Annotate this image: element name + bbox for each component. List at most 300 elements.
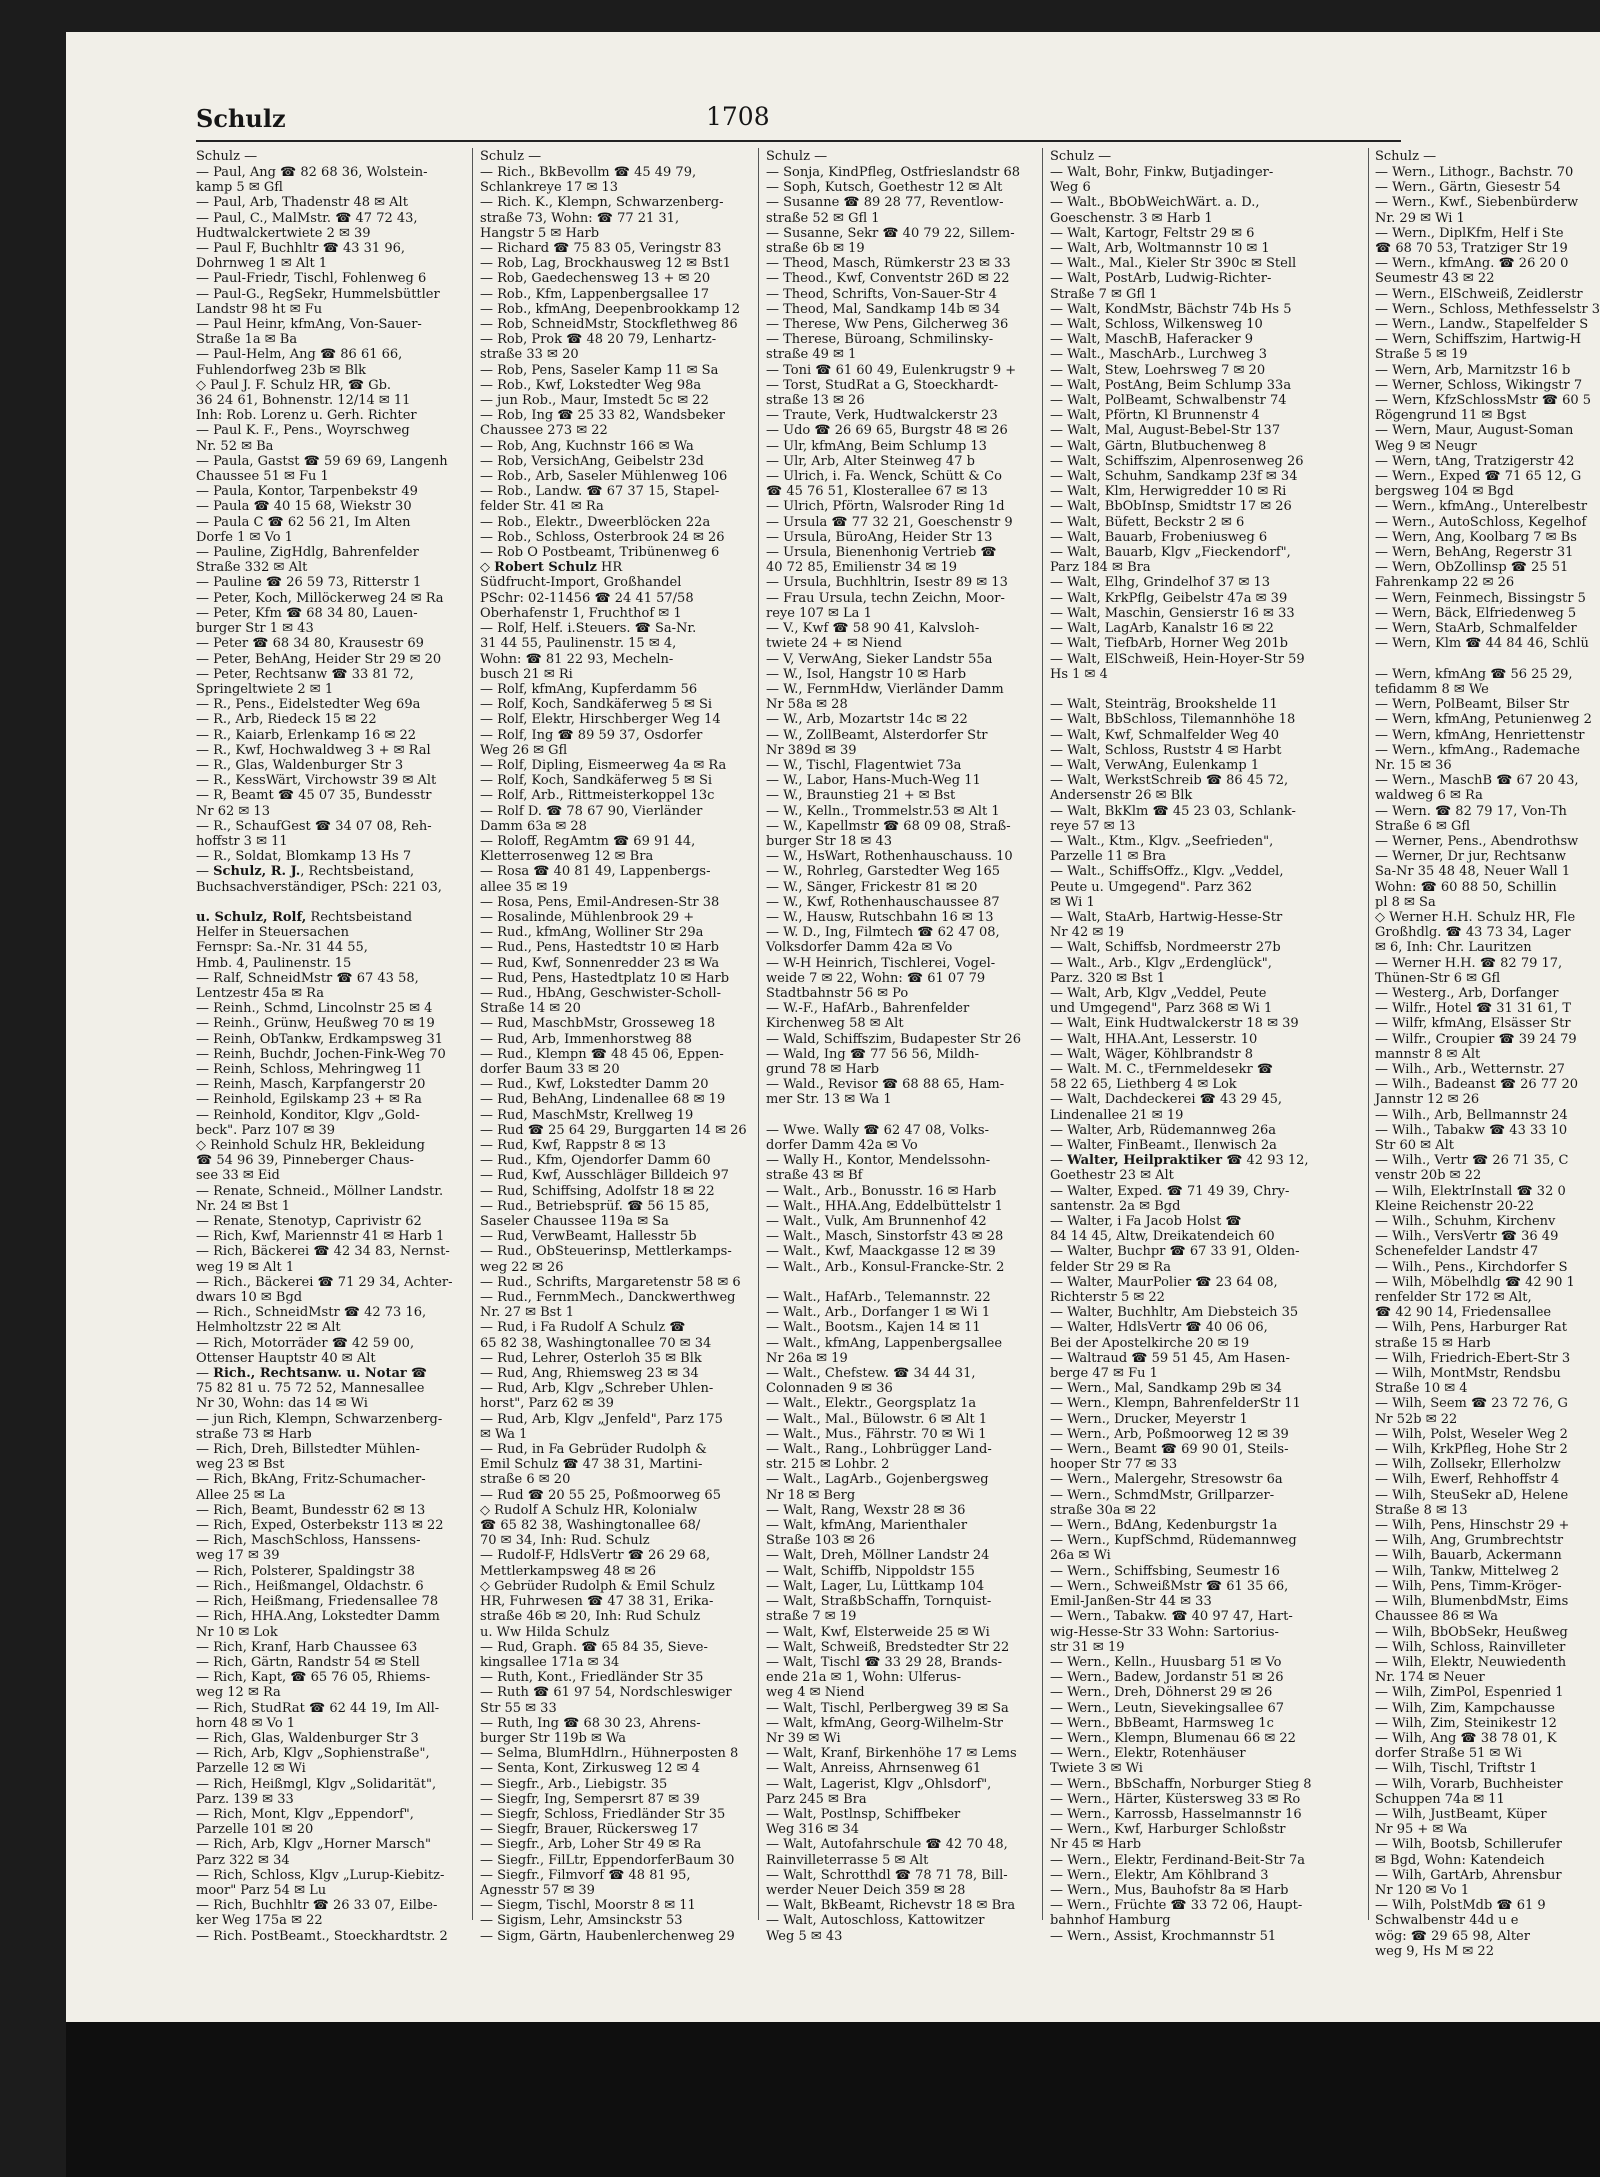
directory-entry: — Toni ☎ 61 60 49, Eulenkrugstr 9 +	[766, 362, 1017, 378]
directory-entry: — Walt, Maschin, Gensierstr 16 ✉ 33	[1050, 605, 1295, 621]
directory-entry: — Rich, Heißmang, Friedensallee 78	[196, 1594, 439, 1610]
directory-entry: — Wilh, Schloss, Rainvilleter	[1375, 1639, 1566, 1655]
directory-entry: Twiete 3 ✉ Wi	[1050, 1761, 1143, 1777]
directory-entry: — Wilh, Pens, Harburger Rat	[1375, 1320, 1568, 1336]
directory-entry: — Rud, Pens, Hastedtplatz 10 ✉ Harb	[480, 970, 730, 986]
directory-entry: Parz 322 ✉ 34	[196, 1852, 290, 1868]
directory-entry: kamp 5 ✉ Gfl	[196, 180, 283, 196]
directory-entry: — Theod., Kwf, Conventstr 26D ✉ 22	[766, 271, 1010, 287]
directory-entry: — Rob., Landw. ☎ 67 37 15, Stapel-	[480, 484, 720, 500]
column-heading: Schulz —	[196, 149, 258, 164]
directory-column-2	[480, 148, 755, 1944]
directory-entry: — Siegfr, Schloss, Friedländer Str 35	[480, 1806, 726, 1822]
directory-entry: — Rolf, Helf. i.Steuers. ☎ Sa-Nr.	[480, 621, 697, 637]
directory-entry: — W., Isol, Hangstr 10 ✉ Harb	[766, 666, 967, 682]
directory-entry: — Rich, Kwf, Mariennstr 41 ✉ Harb 1	[196, 1229, 445, 1245]
directory-entry: mannstr 8 ✉ Alt	[1375, 1046, 1481, 1062]
directory-entry: — Ulr, kfmAng, Beim Schlump 13	[766, 438, 987, 454]
directory-entry: — Wilh, Pens, Hinschstr 29 +	[1375, 1518, 1570, 1534]
directory-entry: — Wilh, Ang, Grumbrechtstr	[1375, 1533, 1564, 1549]
directory-entry: Weg 6	[1050, 180, 1091, 196]
directory-entry: — Rich., BkBevollm ☎ 45 49 79,	[480, 165, 697, 180]
directory-entry: 36 24 61, Bohnenstr. 12/14 ✉ 11	[196, 393, 411, 409]
directory-entry: — Wern., Dreh, Döhnerst 29 ✉ 26	[1050, 1685, 1273, 1701]
directory-entry: straße 46b ✉ 20, Inh: Rud Schulz	[480, 1609, 701, 1625]
directory-entry: — Rud, Graph. ☎ 65 84 35, Sieve-	[480, 1639, 708, 1655]
directory-entry: — Walt, PostAng, Beim Schlump 33a	[1050, 377, 1292, 393]
directory-entry: — Walt, Schweiß, Bredstedter Str 22	[766, 1639, 1010, 1655]
scan-background	[66, 2022, 1600, 2177]
directory-entry: — Wern., SchweißMstr ☎ 61 35 66,	[1050, 1578, 1289, 1594]
directory-entry: — Rolf, Ing ☎ 89 59 37, Osdorfer	[480, 727, 703, 743]
directory-entry: weide 7 ✉ 22, Wohn: ☎ 61 07 79	[766, 970, 986, 986]
directory-entry: Ottenser Hauptstr 40 ✉ Alt	[196, 1350, 376, 1366]
directory-entry: — Wern., Malergehr, Stresowstr 6a	[1050, 1472, 1283, 1488]
directory-entry: — Wilh, PolstMdb ☎ 61 9	[1375, 1898, 1546, 1914]
directory-entry: — Walt., Masch, Sinstorfstr 43 ✉ 28	[766, 1229, 1004, 1245]
directory-entry: — Walt, Kranf, Birkenhöhe 17 ✉ Lems	[766, 1746, 1017, 1762]
directory-entry: — R, Beamt ☎ 45 07 35, Bundesstr	[196, 788, 432, 804]
directory-entry: — Wern, Arb, Marnitzstr 16 b	[1375, 362, 1571, 378]
directory-entry: — Walt, Autoschloss, Kattowitzer	[766, 1913, 985, 1929]
directory-entry: ◇ Paul J. F. Schulz HR, ☎ Gb.	[196, 377, 392, 393]
directory-entry: — R., Soldat, Blomkamp 13 Hs 7	[196, 849, 412, 865]
column-divider	[758, 148, 759, 1920]
directory-entry: — Ruth, Ing ☎ 68 30 23, Ahrens-	[480, 1715, 701, 1731]
directory-entry: Parz. 139 ✉ 33	[196, 1791, 294, 1807]
directory-entry: horst", Parz 62 ✉ 39	[480, 1396, 614, 1412]
directory-entry: — Rud., Kfm, Ojendorfer Damm 60	[480, 1153, 711, 1169]
directory-entry: straße 73, Wohn: ☎ 77 21 31,	[480, 210, 680, 226]
directory-entry: — Walter, Buchpr ☎ 67 33 91, Olden-	[1050, 1244, 1300, 1260]
directory-entry: moor" Parz 54 ✉ Lu	[196, 1882, 327, 1898]
directory-entry: — Traute, Verk, Hudtwalckerstr 23	[766, 408, 998, 424]
directory-entry: — Rud, Arb, Immenhorstweg 88	[480, 1031, 693, 1047]
directory-entry: — Renate, Schneid., Möllner Landstr.	[196, 1183, 444, 1199]
directory-entry: — jun Rob., Maur, Imstedt 5c ✉ 22	[480, 393, 709, 409]
directory-entry: — V, VerwAng, Sieker Landstr 55a	[766, 651, 993, 667]
directory-entry: — Wald, Schiffszim, Budapester Str 26	[766, 1031, 1022, 1047]
directory-entry: — Rud, Kwf, Sonnenredder 23 ✉ Wa	[480, 955, 720, 971]
directory-entry: waldweg 6 ✉ Ra	[1375, 788, 1483, 804]
directory-entry: — Walt, Bauarb, Klgv „Fieckendorf",	[1050, 545, 1291, 561]
directory-entry: Peute u. Umgegend". Parz 362	[1050, 879, 1253, 895]
directory-entry: — Rolf, Elektr, Hirschberger Weg 14	[480, 712, 721, 728]
directory-entry: — Rob, Gaedechensweg 13 + ✉ 20	[480, 271, 711, 287]
directory-entry: — Wern., kfmAng., Rademache	[1375, 742, 1580, 758]
directory-column-4	[1050, 148, 1325, 1944]
directory-entry: hooper Str 77 ✉ 33	[1050, 1457, 1178, 1473]
directory-entry: 70 ✉ 34, Inh: Rud. Schulz	[480, 1533, 650, 1549]
directory-entry: burger Str 119b ✉ Wa	[480, 1730, 627, 1746]
directory-entry: Kirchenweg 58 ✉ Alt	[766, 1016, 904, 1032]
directory-entry: Fuhlendorfweg 23b ✉ Blk	[196, 362, 367, 378]
directory-entry: Straße 6 ✉ Gfl	[1375, 818, 1471, 834]
directory-entry: — Wilh, MontMstr, Rendsbu	[1375, 1366, 1561, 1382]
page-number: 1708	[706, 102, 770, 131]
directory-entry: — Walt., Arb., Bonusstr. 16 ✉ Harb	[766, 1183, 997, 1199]
directory-entry: — Rob, Pens, Saseler Kamp 11 ✉ Sa	[480, 362, 719, 378]
directory-entry: Agnesstr 57 ✉ 39	[480, 1882, 595, 1898]
directory-entry: — Wilh, Vorarb, Buchheister	[1375, 1776, 1563, 1792]
directory-entry: — Sonja, KindPfleg, Ostfrieslandstr 68	[766, 165, 1021, 180]
directory-entry: Sa-Nr 35 48 48, Neuer Wall 1	[1375, 864, 1571, 880]
directory-entry: Chaussee 86 ✉ Wa	[1375, 1609, 1498, 1625]
directory-entry: — Torst, StudRat a G, Stoeckhardt-	[766, 377, 999, 393]
directory-entry: Landstr 98 ht ✉ Fu	[196, 301, 323, 317]
directory-entry: — Reinh, Schloss, Mehringweg 11	[196, 1061, 423, 1077]
directory-entry: Goethestr 23 ✉ Alt	[1050, 1168, 1174, 1184]
directory-entry: — Wilh, Zollsekr, Ellerholzw	[1375, 1457, 1561, 1473]
directory-entry: — Rud., kfmAng, Wolliner Str 29a	[480, 925, 704, 941]
directory-entry: Buchsachverständiger, PSch: 221 03,	[196, 879, 442, 895]
directory-entry: bahnhof Hamburg	[1050, 1913, 1171, 1929]
directory-entry: — W., Labor, Hans-Much-Weg 11	[766, 773, 981, 789]
directory-entry: — Wern, ObZollinsp ☎ 25 51	[1375, 560, 1569, 576]
directory-entry: — Wern., Elektr, Ferdinand-Beit-Str 7a	[1050, 1852, 1306, 1868]
directory-entry: Springeltwiete 2 ✉ 1	[196, 681, 334, 697]
directory-entry: — Wern., Schloss, Methfesselstr 3	[1375, 301, 1600, 317]
directory-entry: — Rud., Betriebsprüf. ☎ 56 15 85,	[480, 1198, 710, 1214]
directory-entry: — Rich, Glas, Waldenburger Str 3	[196, 1730, 419, 1746]
directory-entry: — Walt, LagArb, Kanalstr 16 ✉ 22	[1050, 621, 1274, 637]
directory-entry: — Wern., Schiffsbing, Seumestr 16	[1050, 1563, 1280, 1579]
directory-entry: ☎ 45 76 51, Klosterallee 67 ✉ 13	[766, 484, 988, 500]
directory-entry: Hmb. 4, Paulinenstr. 15	[196, 955, 352, 971]
directory-entry: Hs 1 ✉ 4	[1050, 666, 1108, 682]
directory-entry: berge 47 ✉ Fu 1	[1050, 1366, 1158, 1382]
directory-entry: — Wilh, Tankw, Mittelweg 2	[1375, 1563, 1560, 1579]
directory-entry: allee 35 ✉ 19	[480, 879, 568, 895]
directory-entry: — W., FernmHdw, Vierländer Damm	[766, 681, 1004, 697]
directory-entry: Straße 1a ✉ Ba	[196, 332, 298, 348]
directory-entry: — Ruth, Kont., Friedländer Str 35	[480, 1670, 704, 1686]
directory-entry: — Wern., Gärtn, Giesestr 54	[1375, 180, 1561, 196]
directory-entry: — Rolf D. ☎ 78 67 90, Vierländer	[480, 803, 703, 819]
directory-entry: — Peter ☎ 68 34 80, Krausestr 69	[196, 636, 424, 652]
directory-entry: Großhdlg. ☎ 43 73 34, Lager	[1375, 925, 1571, 941]
directory-entry: str 31 ✉ 19	[1050, 1639, 1125, 1655]
directory-entry: — Wilh, Zim, Kampchausse	[1375, 1700, 1555, 1716]
directory-entry: — Wilh., Schuhm, Kirchenv	[1375, 1214, 1556, 1230]
directory-entry: — Wilh, Friedrich-Ebert-Str 3	[1375, 1350, 1571, 1366]
directory-entry: — Wilh, ZimPol, Espenried 1	[1375, 1685, 1564, 1701]
directory-entry: straße 52 ✉ Gfl 1	[766, 210, 880, 226]
directory-entry: Parzelle 12 ✉ Wi	[196, 1761, 306, 1777]
directory-entry: — Rich, Arb, Klgv „Sophienstraße",	[196, 1746, 430, 1762]
directory-entry: Nr 62 ✉ 13	[196, 803, 270, 819]
directory-entry: dorfer Baum 33 ✉ 20	[480, 1061, 620, 1077]
directory-entry: — Wilfr., Croupier ☎ 39 24 79	[1375, 1031, 1577, 1047]
directory-entry: Nr 10 ✉ Lok	[196, 1624, 278, 1640]
directory-entry: — Walt, Elhg, Grindelhof 37 ✉ 13	[1050, 575, 1271, 591]
directory-entry: Allee 25 ✉ La	[196, 1487, 286, 1503]
directory-entry: — Walt, PostArb, Ludwig-Richter-	[1050, 271, 1272, 287]
directory-entry: — Paul-Friedr, Tischl, Fohlenweg 6	[196, 271, 427, 287]
directory-entry: Goeschenstr. 3 ✉ Harb 1	[1050, 210, 1213, 226]
directory-entry: — Wern, Klm ☎ 44 84 46, Schlü	[1375, 636, 1589, 652]
directory-entry: — W., Kelln., Trommelstr.53 ✉ Alt 1	[766, 803, 1000, 819]
directory-entry: — Rud, Arb, Klgv „Jenfeld", Parz 175	[480, 1411, 723, 1427]
directory-entry: Nr 52b ✉ 22	[1375, 1411, 1458, 1427]
directory-entry: — Walt, Steinträg, Brookshelde 11	[1050, 697, 1278, 713]
directory-entry: — Rich, Beamt, Bundesstr 62 ✉ 13	[196, 1502, 426, 1518]
directory-entry: Oberhafenstr 1, Fruchthof ✉ 1	[480, 605, 682, 621]
directory-entry: — Wilh, KrkPfleg, Hohe Str 2	[1375, 1442, 1568, 1458]
directory-entry: — Wern., Landw., Stapelfelder S	[1375, 317, 1589, 333]
directory-entry: — Wilh, Zim, Steinikestr 12	[1375, 1715, 1557, 1731]
directory-entry: Damm 63a ✉ 28	[480, 818, 587, 834]
directory-entry: — Ursula, Buchhltrin, Isestr 89 ✉ 13	[766, 575, 1008, 591]
directory-entry: venstr 20b ✉ 22	[1375, 1168, 1482, 1184]
directory-entry: — Rosa, Pens, Emil-Andresen-Str 38	[480, 894, 720, 910]
directory-entry: Volksdorfer Damm 42a ✉ Vo	[766, 940, 953, 956]
directory-entry: — Wern., Mal, Sandkamp 29b ✉ 34	[1050, 1381, 1282, 1397]
directory-entry: — Rolf, Arb., Rittmeisterkoppel 13c	[480, 788, 715, 804]
directory-entry: — Walt, BbSchloss, Tilemannhöhe 18	[1050, 712, 1296, 728]
directory-entry: Helfer in Steuersachen	[196, 925, 349, 941]
directory-entry: ☎ 54 96 39, Pinneberger Chaus-	[196, 1153, 414, 1169]
directory-entry: see 33 ✉ Eid	[196, 1168, 280, 1184]
directory-entry: — Reinh., Grünw, Heußweg 70 ✉ 19	[196, 1016, 435, 1032]
directory-entry: — Wald., Revisor ☎ 68 88 65, Ham-	[766, 1077, 1005, 1093]
directory-entry: — Walt, Lager, Lu, Lüttkamp 104	[766, 1578, 985, 1594]
directory-entry: — Wern., kfmAng. ☎ 26 20 0	[1375, 256, 1569, 272]
directory-entry: Hangstr 5 ✉ Harb	[480, 225, 600, 241]
directory-entry: grund 78 ✉ Harb	[766, 1061, 880, 1077]
directory-entry: Straße 5 ✉ 19	[1375, 347, 1468, 363]
column-heading: Schulz —	[766, 149, 828, 164]
directory-entry: — Wilh., Arb, Bellmannstr 24	[1375, 1107, 1568, 1123]
directory-entry: — Rich, Schloss, Klgv „Lurup-Kiebitz-	[196, 1867, 445, 1883]
directory-entry: — Walt., Mal., Kieler Str 390c ✉ Stell	[1050, 256, 1297, 272]
directory-entry: Nr 95 + ✉ Wa	[1375, 1822, 1468, 1838]
directory-entry: — Ursula, BüroAng, Heider Str 13	[766, 529, 993, 545]
directory-entry: Stadtbahnstr 56 ✉ Po	[766, 985, 909, 1001]
directory-entry: — Rud, Arb, Klgv „Schreber Uhlen-	[480, 1381, 714, 1397]
directory-entry: — Rolf, Koch, Sandkäferweg 5 ✉ Si	[480, 773, 713, 789]
directory-entry: — Walt, Mal, August-Bebel-Str 137	[1050, 423, 1281, 439]
directory-entry: — Wilh, ElektrInstall ☎ 32 0	[1375, 1183, 1566, 1199]
directory-entry: Mettlerkampsweg 48 ✉ 26	[480, 1563, 656, 1579]
directory-entry: — Wald, Ing ☎ 77 56 56, Mildh-	[766, 1046, 980, 1062]
directory-entry: — R., Pens., Eidelstedter Weg 69a	[196, 697, 421, 713]
directory-entry: — Wilh., Tabakw ☎ 43 33 10	[1375, 1122, 1568, 1138]
directory-entry: — Wern., BbBeamt, Harmsweg 1c	[1050, 1715, 1274, 1731]
directory-entry: — Walt, Stew, Loehrsweg 7 ✉ 20	[1050, 362, 1266, 378]
directory-entry: Str 55 ✉ 33	[480, 1700, 557, 1716]
directory-column-5	[1375, 148, 1600, 1959]
directory-entry: ◇ Robert Schulz HR	[480, 560, 623, 576]
directory-entry: — Walt, Bohr, Finkw, Butjadinger-	[1050, 165, 1274, 180]
directory-entry: — W., HsWart, Rothenhauschauss. 10	[766, 849, 1013, 865]
directory-entry: — Walt, Gärtn, Blutbuchenweg 8	[1050, 438, 1267, 454]
directory-entry: renfelder Str 172 ✉ Alt,	[1375, 1290, 1532, 1306]
directory-entry: weg 4 ✉ Niend	[766, 1685, 865, 1701]
directory-entry: — Wern., Karrossb, Hasselmannstr 16	[1050, 1806, 1302, 1822]
directory-entry: — Werner, Pens., Abendrothsw	[1375, 833, 1579, 849]
directory-entry: dorfer Damm 42a ✉ Vo	[766, 1138, 918, 1153]
directory-entry: 75 82 81 u. 75 72 52, Mannesallee	[196, 1381, 425, 1397]
directory-entry: — W. D., Ing, Filmtech ☎ 62 47 08,	[766, 925, 1000, 941]
directory-entry: — Rich, Arb, Klgv „Horner Marsch"	[196, 1837, 431, 1853]
column-divider	[472, 148, 473, 1920]
directory-entry	[1050, 682, 1325, 697]
directory-entry: Nr 389d ✉ 39	[766, 742, 857, 758]
directory-entry: — Schulz, R. J., Rechtsbeistand,	[196, 864, 415, 880]
directory-entry: — Wern., Kwf, Harburger Schloßstr	[1050, 1822, 1286, 1838]
directory-entry: — Wilh, Bauarb, Ackermann	[1375, 1548, 1562, 1564]
directory-entry: — Susanne ☎ 89 28 77, Reventlow-	[766, 195, 1004, 211]
directory-entry	[196, 895, 471, 910]
directory-entry: — Walt., Arb., Klgv „Erdenglück",	[1050, 955, 1272, 971]
directory-entry: Kleine Reichenstr 20-22	[1375, 1198, 1534, 1214]
directory-entry: — Walter, Arb, Rüdemannweg 26a	[1050, 1122, 1276, 1138]
directory-entry: — Walt., SchiffsOffz., Klgv. „Veddel,	[1050, 864, 1284, 880]
column-heading: Schulz —	[1050, 149, 1112, 164]
directory-entry: — Rud, VerwBeamt, Hallesstr 5b	[480, 1229, 697, 1245]
directory-entry: — Wern, StaArb, Schmalfelder	[1375, 621, 1577, 637]
directory-entry: — Rich., Bäckerei ☎ 71 29 34, Achter-	[196, 1274, 453, 1290]
directory-entry: — Rudolf-F, HdlsVertr ☎ 26 29 68,	[480, 1548, 711, 1564]
directory-entry: 84 14 45, Altw, Dreikatendeich 60	[1050, 1229, 1275, 1245]
directory-entry: — Rob, Prok ☎ 48 20 79, Lenhartz-	[480, 332, 717, 348]
directory-entry: — Paul-G., RegSekr, Hummelsbüttler	[196, 286, 440, 302]
directory-entry: — Peter, Kfm ☎ 68 34 80, Lauen-	[196, 605, 418, 621]
directory-entry: — R., Glas, Waldenburger Str 3	[196, 757, 404, 773]
directory-entry: ◇ Gebrüder Rudolph & Emil Schulz	[480, 1578, 715, 1594]
directory-entry: — Rud., Kwf, Lokstedter Damm 20	[480, 1077, 709, 1093]
directory-entry: Nr 26a ✉ 19	[766, 1350, 848, 1366]
directory-entry: — Wern., SchmdMstr, Grillparzer-	[1050, 1487, 1275, 1503]
directory-entry: — Ulrich, Pförtn, Walsroder Ring 1d	[766, 499, 1005, 515]
directory-entry: — Walt., Arb., Konsul-Francke-Str. 2	[766, 1259, 1005, 1275]
directory-entry: Nr. 27 ✉ Bst 1	[480, 1305, 574, 1321]
directory-entry: — Walt, Anreiss, Ahrnsenweg 61	[766, 1761, 982, 1777]
directory-entry: — Peter, Koch, Millöckerweg 24 ✉ Ra	[196, 590, 444, 606]
directory-entry: — Wilfr., Hotel ☎ 31 31 61, T	[1375, 1001, 1572, 1017]
directory-entry: ker Weg 175a ✉ 22	[196, 1913, 323, 1929]
directory-entry: — Rich, BkAng, Fritz-Schumacher-	[196, 1472, 426, 1488]
directory-entry: — W., Rohrleg, Garstedter Weg 165	[766, 864, 1001, 880]
directory-entry: — Paul F, Buchhltr ☎ 43 31 96,	[196, 241, 405, 257]
directory-entry: — Wern, BehAng, Regerstr 31	[1375, 545, 1574, 561]
directory-entry: — Wern., KupfSchmd, Rüdemannweg	[1050, 1533, 1297, 1549]
directory-entry: — Wern., Härter, Küstersweg 33 ✉ Ro	[1050, 1791, 1301, 1807]
directory-entry: Parzelle 11 ✉ Bra	[1050, 849, 1167, 865]
directory-entry: Nr. 29 ✉ Wi 1	[1375, 210, 1465, 226]
directory-entry: straße 13 ✉ 26	[766, 393, 865, 409]
column-heading: Schulz —	[480, 149, 542, 164]
directory-entry: — Wern., Exped ☎ 71 65 12, G	[1375, 469, 1582, 485]
directory-entry: — Rich, Kapt, ☎ 65 76 05, Rhiems-	[196, 1670, 431, 1686]
page-header	[196, 100, 1401, 142]
directory-entry: — Siegfr, Ing, Sempersrt 87 ✉ 39	[480, 1791, 700, 1807]
directory-entry: — Wern., DiplKfm, Helf i Ste	[1375, 225, 1564, 241]
directory-entry: — Rud., Schrifts, Margaretenstr 58 ✉ 6	[480, 1274, 741, 1290]
directory-entry: — Wern., kfmAng., Unterelbestr	[1375, 499, 1588, 515]
directory-entry: ✉ Wa 1	[480, 1426, 528, 1442]
directory-entry: straße 6 ✉ 20	[480, 1472, 571, 1488]
directory-entry: — Walt, BkBeamt, Richevstr 18 ✉ Bra	[766, 1898, 1016, 1914]
directory-entry: — Wern., Badew, Jordanstr 51 ✉ 26	[1050, 1670, 1284, 1686]
directory-entry: — Walt, KrkPflg, Geibelstr 47a ✉ 39	[1050, 590, 1288, 606]
directory-entry: — R., Kaiarb, Erlenkamp 16 ✉ 22	[196, 727, 417, 743]
directory-entry: — Wilh, BbObSekr, Heußweg	[1375, 1624, 1568, 1640]
directory-entry: — Rolf, kfmAng, Kupferdamm 56	[480, 681, 698, 697]
directory-entry: — Wilh, SteuSekr aD, Helene	[1375, 1487, 1569, 1503]
directory-entry: — Rud, Schiffsing, Adolfstr 18 ✉ 22	[480, 1183, 715, 1199]
directory-entry: — Walt, Lagerist, Klgv „Ohlsdorf",	[766, 1776, 992, 1792]
directory-entry: weg 22 ✉ 26	[480, 1259, 564, 1275]
directory-entry: Chaussee 273 ✉ 22	[480, 423, 608, 439]
directory-entry: — Wern., Klempn, Blumenau 66 ✉ 22	[1050, 1730, 1296, 1746]
directory-entry: — Walt, Tischl ☎ 33 29 28, Brands-	[766, 1654, 1002, 1670]
directory-entry: Weg 26 ✉ Gfl	[480, 742, 568, 758]
directory-entry: — Walt, Schiffb, Nippoldstr 155	[766, 1563, 975, 1579]
directory-entry: — Waltraud ☎ 59 51 45, Am Hasen-	[1050, 1350, 1290, 1366]
directory-entry: — Wern, KfzSchlossMstr ☎ 60 5	[1375, 393, 1592, 409]
directory-entry: — Rob, Ing ☎ 25 33 82, Wandsbeker	[480, 408, 725, 424]
directory-entry: ☎ 42 90 14, Friedensallee	[1375, 1305, 1552, 1321]
directory-entry: — Paul-Helm, Ang ☎ 86 61 66,	[196, 347, 403, 363]
directory-entry: — Rud., ObSteuerinsp, Mettlerkamps-	[480, 1244, 732, 1260]
directory-entry: — Walt, PolBeamt, Schwalbenstr 74	[1050, 393, 1287, 409]
directory-entry: — Walt, Schloss, Wilkensweg 10	[1050, 317, 1263, 333]
directory-entry: — Westerg., Arb, Dorfanger	[1375, 985, 1559, 1001]
directory-entry: — W., Arb, Mozartstr 14c ✉ 22	[766, 712, 968, 728]
directory-entry: — Rich, Buchhltr ☎ 26 33 07, Eilbe-	[196, 1898, 438, 1914]
directory-entry: weg 23 ✉ Bst	[196, 1457, 285, 1473]
directory-entry: — W., Tischl, Flagentwiet 73a	[766, 757, 962, 773]
directory-entry: — Paul, C., MalMstr. ☎ 47 72 43,	[196, 210, 418, 226]
directory-entry: — W., Hausw, Rutschbahn 16 ✉ 13	[766, 909, 994, 925]
directory-entry: — Siegfr., Arb., Liebigstr. 35	[480, 1776, 668, 1792]
directory-entry: — Wern., BbSchaffn, Norburger Stieg 8	[1050, 1776, 1312, 1792]
directory-entry: — Paula ☎ 40 15 68, Wiekstr 30	[196, 499, 412, 515]
directory-entry: kingsallee 171a ✉ 34	[480, 1654, 620, 1670]
directory-entry: — Walt., Mus., Fährstr. 70 ✉ Wi 1	[766, 1426, 987, 1442]
directory-column-3	[766, 148, 1041, 1944]
page-title: Schulz	[196, 104, 286, 133]
directory-entry: — Rich, Exped, Osterbekstr 113 ✉ 22	[196, 1518, 444, 1534]
directory-entry: Wohn: ☎ 81 22 93, Mecheln-	[480, 651, 674, 667]
directory-entry: Nr 30, Wohn: das 14 ✉ Wi	[196, 1396, 368, 1412]
directory-entry: — Rud, MaschbMstr, Grosseweg 18	[480, 1016, 716, 1032]
directory-entry: weg 17 ✉ 39	[196, 1548, 280, 1564]
directory-entry: Südfrucht-Import, Großhandel	[480, 575, 682, 591]
directory-entry: Schenefelder Landstr 47	[1375, 1244, 1539, 1260]
directory-entry: — Wilh., Vertr ☎ 26 71 35, C	[1375, 1153, 1569, 1169]
directory-entry: — Walt, Klm, Herwigredder 10 ✉ Ri	[1050, 484, 1287, 500]
directory-entry: u. Ww Hilda Schulz	[480, 1624, 610, 1640]
directory-entry: — Wern., Früchte ☎ 33 72 06, Haupt-	[1050, 1898, 1303, 1914]
directory-entry: — Walt, WerkstSchreib ☎ 86 45 72,	[1050, 773, 1289, 789]
directory-entry: — Wern., Assist, Krochmannstr 51	[1050, 1928, 1277, 1944]
directory-entry: — Susanne, Sekr ☎ 40 79 22, Sillem-	[766, 225, 1015, 241]
directory-entry: — Rich, Gärtn, Randstr 54 ✉ Stell	[196, 1654, 420, 1670]
directory-entry: — Rud, Lehrer, Osterloh 35 ✉ Blk	[480, 1350, 702, 1366]
directory-entry: — Wern., Beamt ☎ 69 90 01, Steils-	[1050, 1442, 1289, 1458]
directory-entry: Lentzestr 45a ✉ Ra	[196, 985, 324, 1001]
directory-entry: Rainvilleterrasse 5 ✉ Alt	[766, 1852, 929, 1868]
directory-entry: Fahrenkamp 22 ✉ 26	[1375, 575, 1515, 591]
directory-entry: PSchr: 02-11456 ☎ 24 41 57/58	[480, 590, 694, 606]
directory-entry: — Walt., Arb., Dorfanger 1 ✉ Wi 1	[766, 1305, 991, 1321]
directory-entry: — Wern., Klempn, BahrenfelderStr 11	[1050, 1396, 1301, 1412]
directory-entry: felder Str 29 ✉ Ra	[1050, 1259, 1172, 1275]
directory-entry: — Rich, StudRat ☎ 62 44 19, Im All-	[196, 1700, 440, 1716]
